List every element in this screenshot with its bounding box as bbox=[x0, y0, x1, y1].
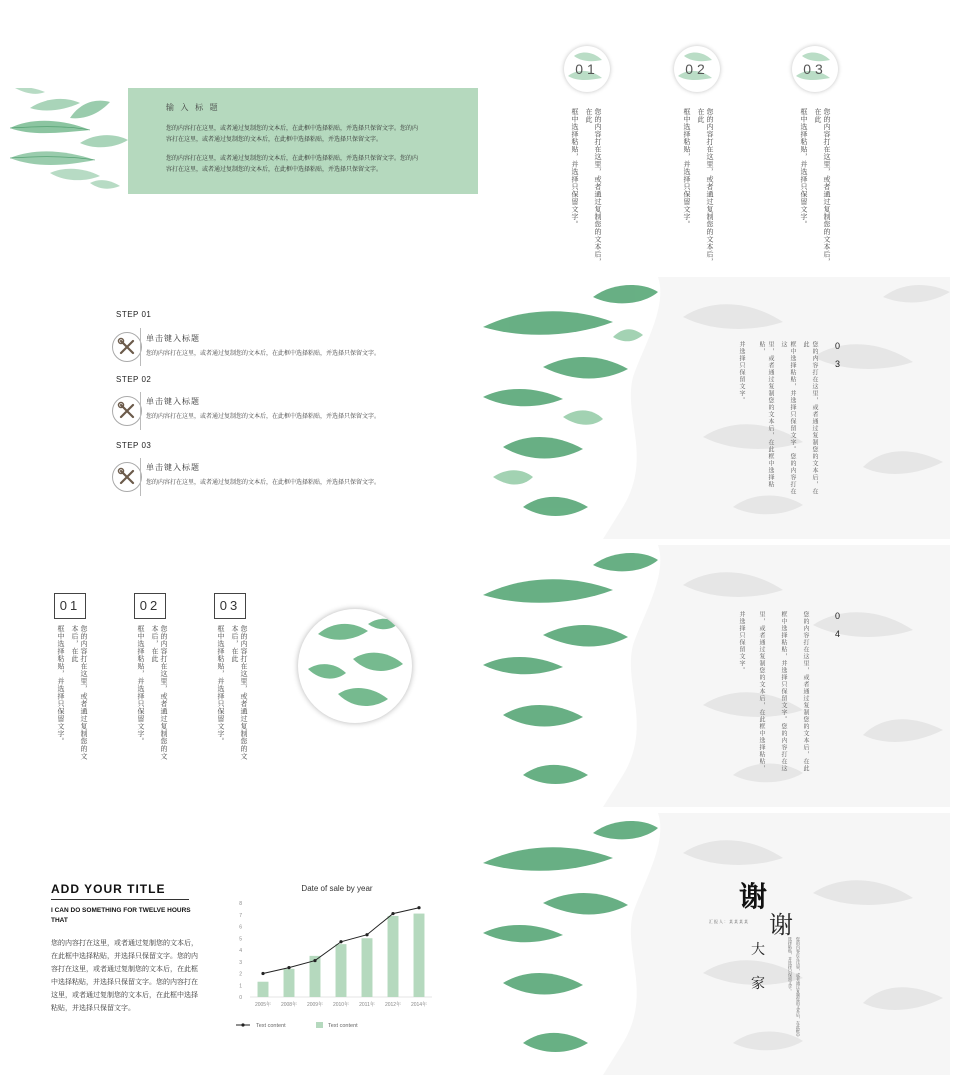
y-tick-label: 8 bbox=[239, 901, 242, 907]
tools-icon bbox=[113, 333, 141, 361]
slide-6 bbox=[483, 545, 950, 807]
thanks-big-2: 谢 bbox=[769, 911, 793, 939]
legend-line-marker bbox=[241, 1023, 244, 1026]
leaf-decoration bbox=[10, 88, 128, 194]
x-tick-label: 2010年 bbox=[332, 1002, 350, 1008]
x-tick-label: 2014年 bbox=[410, 1002, 428, 1008]
step-2-icon bbox=[112, 396, 142, 426]
slide-body: 您的内容打在这里，或者通过复制您的文本后，在此框中选择粘贴，并选择只保留文字。您的内容打在这里，或者通过复制您的文本后，在此框中选择粘贴，并选择只保留文字。您的内容打在这里，或者通过复制您的文本后，在此框中选择粘贴，并选择只保留文字。 bbox=[51, 940, 198, 1012]
slide-3 bbox=[10, 278, 478, 538]
step-3-divider bbox=[140, 458, 141, 496]
x-tick-label: 2008年 bbox=[280, 1002, 298, 1008]
slide-1 bbox=[10, 88, 478, 194]
number-a: 0 bbox=[835, 341, 841, 351]
vertical-col-2: 框中选择粘贴，并选择只保留文字。您的内容打在这 bbox=[780, 611, 787, 772]
step-3-desc: 您的内容打在这里，或者通过复制您的文本后，在此框中选择粘贴，并选择只保留文字。 bbox=[146, 480, 381, 486]
y-tick-label: 1 bbox=[239, 983, 242, 990]
slide-7 bbox=[10, 815, 478, 1077]
slide-4 bbox=[483, 277, 950, 539]
thanks-big-1: 谢 bbox=[739, 880, 768, 913]
step-3-title: 单击键入标题 bbox=[146, 463, 200, 472]
y-tick-label: 4 bbox=[239, 948, 242, 954]
title-rule bbox=[51, 899, 189, 900]
circle-number-label: 01 bbox=[575, 61, 599, 77]
leaf-background bbox=[483, 277, 950, 539]
x-tick-label: 2005年 bbox=[254, 1002, 272, 1008]
slide-8 bbox=[483, 813, 950, 1075]
presenter-line: 汇报人：某某某某 bbox=[709, 919, 749, 924]
bar bbox=[258, 982, 269, 997]
box-1-col-2: 框中选择粘贴，并选择只保留文字。 bbox=[57, 625, 64, 745]
slide-subtitle: I CAN DO SOMETHING FOR TWELVE HOURS THAT bbox=[51, 907, 191, 924]
leaf-group bbox=[10, 88, 128, 189]
box-1-col-1: 您的内容打在这里，或者通过复制您的文本后，在此 bbox=[71, 625, 87, 760]
vertical-col-2: 框中选择粘贴，并选择只保留文字。您的内容打在这 bbox=[780, 341, 796, 495]
step-3-icon bbox=[112, 462, 142, 492]
line-point bbox=[339, 940, 342, 943]
y-tick-label: 6 bbox=[239, 924, 242, 931]
panel-para-2: 您的内容打在这里，或者通过复制您的文本后，在此框中选择粘贴，并选择只保留文字。您的内容打在这里，或者通过复制您的文本后，在此框中选择粘贴，并选择只保留文字。 bbox=[166, 156, 419, 173]
item-2-col-2: 框中选择粘贴，并选择只保留文字。 bbox=[683, 108, 690, 228]
step-3-label: STEP 03 bbox=[116, 441, 152, 450]
line-point bbox=[261, 972, 264, 975]
legend-label: Text content bbox=[256, 1023, 286, 1029]
y-tick-label: 3 bbox=[239, 959, 242, 966]
bar bbox=[284, 969, 295, 997]
thanks-small-1: 大 bbox=[751, 942, 765, 958]
box-3-col-1: 您的内容打在这里，或者通过复制您的文本后，在此 bbox=[231, 625, 247, 760]
number-a: 0 bbox=[835, 611, 841, 621]
chart-title: Date of sale by year bbox=[301, 884, 373, 893]
circle-number-3 bbox=[792, 46, 838, 92]
legend-label: Text content bbox=[328, 1023, 358, 1029]
x-tick-label: 2009年 bbox=[306, 1002, 324, 1008]
panel-para-1: 您的内容打在这里，或者通过复制您的文本后，在此框中选择粘贴，并选择只保留文字。您的内容打在这里，或者通过复制您的文本后，在此框中选择粘贴，并选择只保留文字。 bbox=[166, 126, 419, 143]
bar bbox=[388, 916, 399, 997]
line-point bbox=[391, 912, 394, 915]
step-1-desc: 您的内容打在这里，或者通过复制您的文本后，在此框中选择粘贴，并选择只保留文字。 bbox=[146, 351, 381, 357]
vertical-col-4: 并选择只保留文字。 bbox=[738, 341, 745, 404]
item-1-col-1: 您的内容打在这里，或者通过复制您的文本后，在此 bbox=[585, 108, 601, 266]
item-1-col-2: 框中选择粘贴，并选择只保留文字。 bbox=[571, 108, 578, 228]
box-3-col-2: 框中选择粘贴，并选择只保留文字。 bbox=[217, 625, 224, 745]
leaf-background bbox=[483, 545, 950, 807]
y-tick-label: 7 bbox=[239, 912, 242, 919]
sales-chart bbox=[222, 877, 442, 1037]
step-1-icon bbox=[112, 332, 142, 362]
bar bbox=[414, 914, 425, 997]
item-3-col-2: 框中选择粘贴，并选择只保留文字。 bbox=[800, 108, 807, 228]
vertical-col-1: 您的内容打在这里，或者通过复制您的文本后，在此 bbox=[802, 341, 818, 495]
box-number-2: 02 bbox=[134, 593, 166, 619]
line-point bbox=[417, 906, 420, 909]
bar bbox=[362, 938, 373, 997]
tools-icon bbox=[113, 397, 141, 425]
vertical-col-1: 您的内容打在这里，或者通过复制您的文本后，在此 bbox=[802, 611, 809, 772]
step-2-desc: 您的内容打在这里，或者通过复制您的文本后，在此框中选择粘贴，并选择只保留文字。 bbox=[146, 414, 381, 420]
x-tick-label: 2011年 bbox=[359, 1002, 375, 1008]
line-point bbox=[287, 966, 290, 969]
side-col-1: 您的内容打在这里，或者通过复制您的文本后，在此框中 bbox=[796, 937, 801, 1037]
vertical-col-3: 里，或者通过复制您的文本后，在此框中选择粘贴， bbox=[758, 611, 765, 772]
step-1-label: STEP 01 bbox=[116, 310, 152, 319]
y-tick-label: 5 bbox=[239, 936, 242, 943]
line-point bbox=[313, 959, 316, 962]
circle-number-label: 02 bbox=[685, 61, 709, 77]
x-tick-label: 2012年 bbox=[384, 1002, 402, 1008]
step-2-title: 单击键入标题 bbox=[146, 397, 200, 406]
legend-bar-swatch bbox=[316, 1022, 323, 1028]
item-3-col-1: 您的内容打在这里，或者通过复制您的文本后，在此 bbox=[814, 108, 830, 266]
step-1-title: 单击键入标题 bbox=[146, 334, 200, 343]
step-2-label: STEP 02 bbox=[116, 375, 152, 384]
circle-number-2 bbox=[674, 46, 720, 92]
slide-5 bbox=[10, 545, 478, 807]
y-tick-label: 0 bbox=[239, 995, 242, 1001]
leaf-background bbox=[483, 813, 950, 1075]
thanks-small-2: 家 bbox=[751, 976, 765, 992]
circle-number-label: 03 bbox=[803, 61, 827, 77]
number-b: 4 bbox=[835, 629, 841, 639]
box-2-col-1: 您的内容打在这里，或者通过复制您的文本后，在此 bbox=[151, 625, 167, 760]
item-2-col-1: 您的内容打在这里，或者通过复制您的文本后，在此 bbox=[697, 108, 713, 266]
side-col-2: 选择粘贴，并选择只保留文字。 bbox=[788, 937, 793, 993]
step-2-divider bbox=[140, 392, 141, 430]
leaf-circle-image bbox=[298, 609, 412, 723]
line-point bbox=[365, 933, 368, 936]
slide-2 bbox=[480, 30, 950, 266]
panel-title: 输 入 标 题 bbox=[166, 103, 220, 112]
slide-title: ADD YOUR TITLE bbox=[51, 882, 166, 896]
box-number-3: 03 bbox=[214, 593, 246, 619]
y-tick-label: 2 bbox=[239, 971, 242, 978]
title-panel bbox=[128, 88, 478, 194]
vertical-col-3: 里，或者通过复制您的文本后，在此框中选择粘贴， bbox=[758, 341, 774, 488]
box-number-1: 01 bbox=[54, 593, 86, 619]
vertical-col-4: 并选择只保留文字。 bbox=[738, 611, 745, 674]
bar bbox=[336, 944, 347, 997]
number-b: 3 bbox=[835, 359, 841, 369]
leaf-icon bbox=[298, 609, 412, 723]
circle-number-1 bbox=[564, 46, 610, 92]
box-2-col-2: 框中选择粘贴，并选择只保留文字。 bbox=[137, 625, 144, 745]
step-1-divider bbox=[140, 328, 141, 366]
tools-icon bbox=[113, 463, 141, 491]
